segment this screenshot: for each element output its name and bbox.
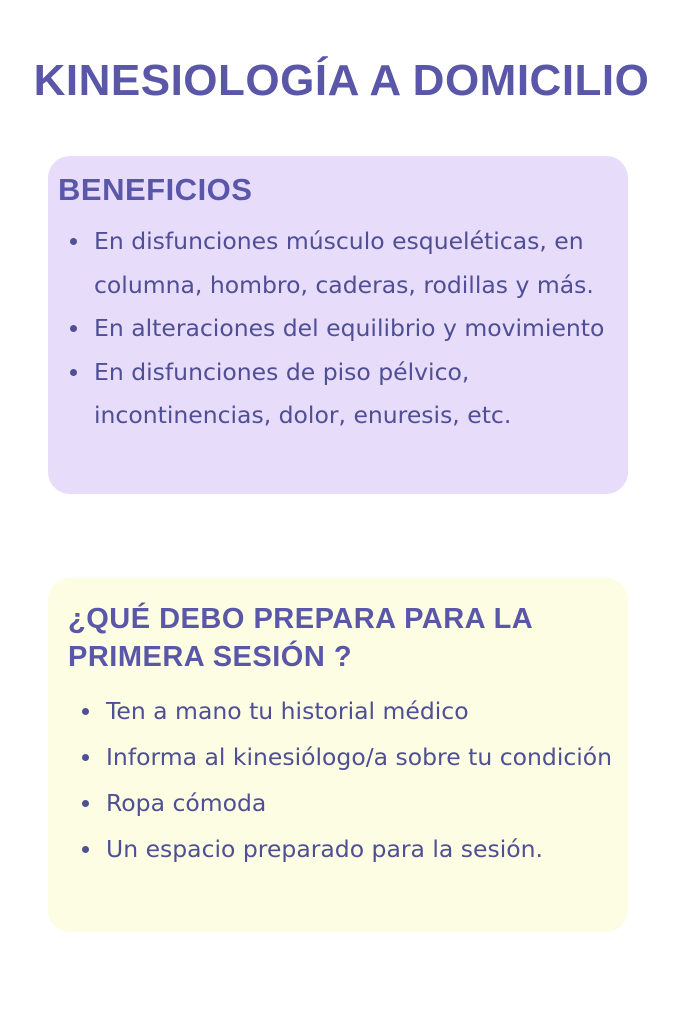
list-item-text: En disfunciones músculo esqueléticas, en columna, hombro, caderas, rodillas y más. bbox=[94, 227, 594, 299]
list-item-text: Ropa cómoda bbox=[106, 789, 267, 817]
benefits-card bbox=[48, 156, 628, 494]
list-item-text: Informa al kinesiólogo/a sobre tu condición bbox=[106, 743, 613, 771]
benefits-heading: BENEFICIOS bbox=[58, 172, 253, 207]
list-item-text: Ten a mano tu historial médico bbox=[106, 697, 469, 725]
benefits-list bbox=[66, 220, 618, 438]
bullet-dot-icon bbox=[70, 369, 77, 376]
list-item bbox=[66, 220, 618, 307]
list-item bbox=[66, 307, 618, 351]
list-item-text: En disfunciones de piso pélvico, incontinencias, dolor, enuresis, etc. bbox=[94, 357, 512, 429]
bullet-dot-icon bbox=[70, 325, 77, 332]
page-title: KINESIOLOGÍA A DOMICILIO bbox=[33, 56, 650, 105]
bullet-dot-icon bbox=[82, 708, 89, 715]
bullet-dot-icon bbox=[82, 846, 89, 853]
bullet-dot-icon bbox=[82, 800, 89, 807]
list-item bbox=[78, 688, 618, 734]
list-item bbox=[78, 826, 618, 872]
bullet-dot-icon bbox=[82, 754, 89, 761]
preparation-list bbox=[78, 688, 618, 872]
bullet-dot-icon bbox=[70, 238, 77, 245]
preparation-card bbox=[48, 578, 628, 932]
list-item-text: En alteraciones del equilibrio y movimiento bbox=[94, 314, 605, 342]
list-item bbox=[78, 734, 618, 780]
list-item bbox=[66, 351, 618, 438]
preparation-heading: ¿QUÉ DEBO PREPARA PARA LA PRIMERA SESIÓN ? bbox=[68, 603, 533, 673]
list-item-text: Un espacio preparado para la sesión. bbox=[106, 835, 544, 863]
list-item bbox=[78, 780, 618, 826]
